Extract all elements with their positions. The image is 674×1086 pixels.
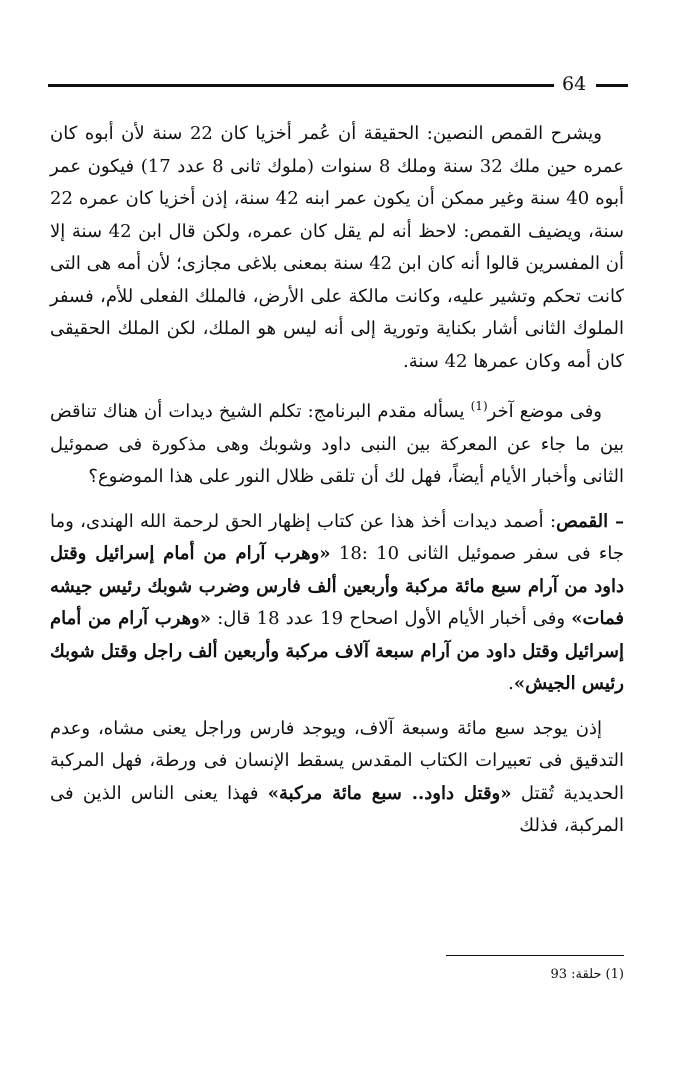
paragraph-3 [50, 506, 624, 701]
main-text [50, 118, 624, 855]
footnote-rule [446, 955, 624, 956]
paragraph-4-text-1: إذن يوجد سبع مائة وسبعة آلاف، ويوجد فارس وراجل يعنى مشاه، وعدم التدقيق فى تعبيرات الكتاب المقدس يسقط الإنسان فى ورطة، فهل المركبة الحديدية تُقتل [50, 717, 625, 804]
footnote-reference: (1) [470, 399, 488, 413]
header-rule-short [596, 84, 628, 87]
header-rule-long [48, 84, 554, 87]
paragraph-2-pre: وفى موضع آخر [487, 401, 603, 422]
quote-chronicles: «وهرب آرام من أمام إسرائيل وقتل داود من آرام سبعة آلاف مركبة وأربعين ألف راجل وقتل شوبك رئيس الجيش» [50, 608, 624, 694]
page-header [48, 72, 628, 96]
paragraph-4 [50, 713, 624, 843]
paragraph-2-post: يسأله مقدم البرنامج: تكلم الشيخ ديدات أن هناك تناقض بين ما جاء عن المعركة بين النبى داود وشوبك وهى مذكورة فى صموئيل الثانى وأخبار الأيام أيضاً، فهل لك أن تلقى ظلال النور على هذا الموضوع؟ [50, 401, 624, 487]
footnote: (1) حلقة: 93 [550, 967, 624, 982]
speaker-label: – القمص [556, 510, 624, 532]
page-number: 64 [562, 73, 587, 95]
quote-short: «وقتل داود.. سبع مائة مركبة» [267, 782, 512, 804]
paragraph-3-text-3: . [508, 673, 514, 694]
paragraph-4-text-2: فهذا يعنى الناس الذين فى المركبة، فذلك [50, 782, 624, 836]
paragraph-1 [50, 118, 624, 378]
paragraph-2 [50, 390, 624, 494]
paragraph-3-text-2: وفى أخبار الأيام الأول اصحاح 19 عدد 18 قال: [211, 608, 572, 629]
quote-samuel: «وهرب آرام من أمام إسرائيل وقتل داود من آرام سبع مائة مركبة وأربعين ألف فارس وضرب شوبك رئيس جيشه فمات» [50, 543, 624, 629]
paragraph-3-text-1: : أصمد ديدات أخذ هذا عن كتاب إظهار الحق لرحمة الله الهندى، وما جاء فى سفر صموئيل الثانى 10 :18 [50, 510, 624, 564]
paragraph-1-text: ويشرح القمص النصين: الحقيقة أن عُمر أخزيا كان 22 سنة لأن أبوه كان عمره حين ملك 32 سنة وملك 8 سنوات (ملوك ثانى 8 عدد 17) فيكون عمر أبوه 40 سنة وغير ممكن أن يكون عمر ابنه 42 سنة، إذن أخزيا كان عمره 22 سنة، ويضيف القمص: لاحظ أنه لم يقل كان عمره، ولكن قال ابن 42 سنة إلا أن المفسرين قالوا أنه كان ابن 42 سنة بمعنى بلاغى مجازى؛ لأن أمه هى التى كانت تحكم وتشير عليه، وكانت مالكة على الأرض، فالملك الفعلى للأم، فسفر الملوك الثانى أشار بكناية وتورية إلى أنه ليس هو الملك، لكن الملك الحقيقى كان أمه وكان عمرها 42 سنة. [50, 123, 625, 372]
